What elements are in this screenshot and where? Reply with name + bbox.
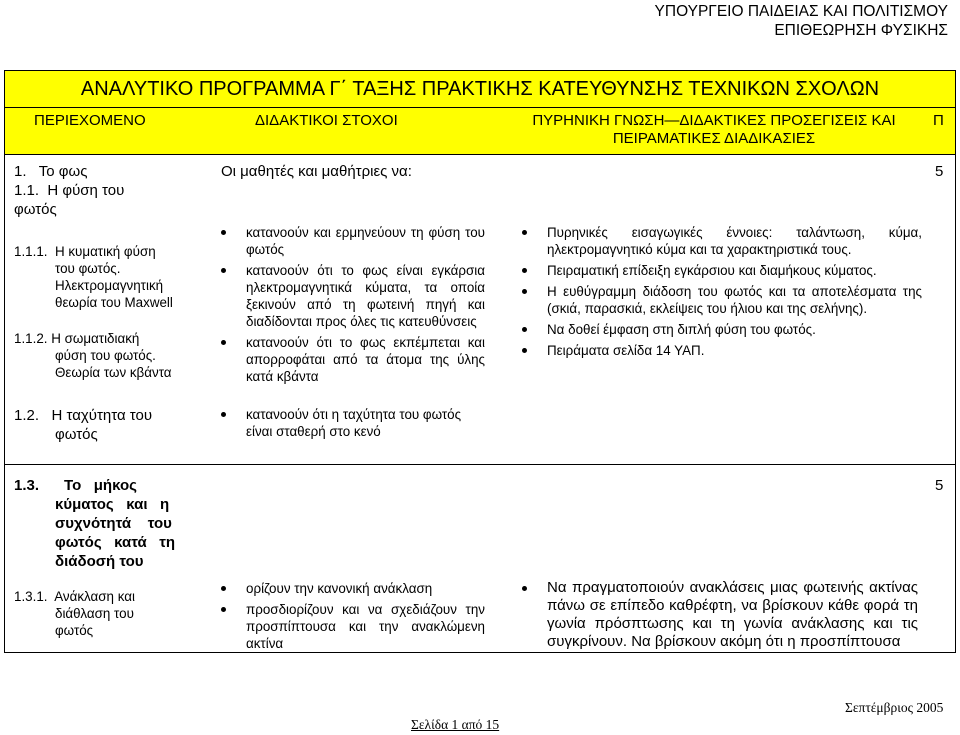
content-item-1-3-1-l2: διάθλαση του xyxy=(55,606,134,621)
content-item-1-3-1-l3: φωτός xyxy=(55,623,94,638)
section1-objectives xyxy=(221,224,485,389)
core-item: Να πραγματοποιούν ανακλάσεις μιας φωτεινής ακτίνας πάνω σε επίπεδο καθρέφτη, να βρίσκουν κάθε φορά τη γωνία πρόσπτωσης και τη γωνία ανάκλασης και τις συγκρίνουν. Να βρίσκουν ακόμη ότι η προσπίπτουσα xyxy=(522,579,918,651)
content-heading-1-2: 1.2. Η ταχύτητα του xyxy=(14,407,153,424)
section1-core xyxy=(522,224,922,363)
bullet-icon xyxy=(221,607,226,612)
content-item-1-1-1-l4: θεωρία του Maxwell xyxy=(55,295,173,310)
column-header-content: ΠΕΡΙΕΧΟΜΕΝΟ xyxy=(34,112,146,129)
footer-date: Σεπτέμβριος 2005 xyxy=(845,700,944,715)
content-item-1-3-1: 1.3.1. Ανάκλαση και xyxy=(14,589,135,604)
content-item-1-1-1: 1.1.1. Η κυματική φύση xyxy=(14,244,156,259)
table-title: ΑΝΑΛΥΤΙΚΟ ΠΡΟΓΡΑΜΜΑ Γ΄ ΤΑΞΗΣ ΠΡΑΚΤΙΚΗΣ ΚΑΤΕΥΘΥΝΣΗΣ ΤΕΧΝΙΚΩΝ ΣΧΟΛΩΝ xyxy=(80,78,880,100)
objectives-intro: Οι μαθητές και μαθήτριες να: xyxy=(221,163,412,180)
section1-periods: 5 xyxy=(935,163,944,180)
title-divider xyxy=(4,107,956,108)
content-heading-1-3-l2: κύματος και η xyxy=(55,496,170,513)
content-item-1-1-2-l3: Θεωρία των κβάντα xyxy=(55,365,172,380)
content-heading-1-3-l4: φωτός κατά τη xyxy=(55,534,176,551)
department-name: ΕΠΙΘΕΩΡΗΣΗ ΦΥΣΙΚΗΣ xyxy=(774,22,948,39)
column-header-periods: Π xyxy=(933,112,944,129)
objective-item: κατανοούν ότι το φως είναι εγκάρσια ηλεκτρομαγνητικά κύματα, τα οποία ξεκινούν από τη φωτεινή πηγή και διαδίδονται προς όλες τις κατευθύνσεις xyxy=(221,262,485,330)
bullet-icon xyxy=(221,412,226,417)
column-header-core-line1: ΠΥΡΗΝΙΚΗ ΓΝΩΣΗ—ΔΙΔΑΚΤΙΚΕΣ ΠΡΟΣΕΓΙΣΕΙΣ ΚΑΙ xyxy=(532,112,896,129)
core-item: Πειράματα σελίδα 14 ΥΑΠ. xyxy=(522,342,922,359)
content-heading-1-1: 1.1. Η φύση του xyxy=(14,182,125,199)
bullet-icon xyxy=(221,268,226,273)
column-header-objectives: ΔΙΔΑΚΤΙΚΟΙ ΣΤΟΧΟΙ xyxy=(255,112,398,129)
bullet-icon xyxy=(522,289,527,294)
bullet-icon xyxy=(221,340,226,345)
objective-item: κατανοούν και ερμηνεύουν τη φύση του φωτός xyxy=(221,224,485,258)
column-header-core-line2: ΠΕΙΡΑΜΑΤΙΚΕΣ ΔΙΑΔΙΚΑΣΙΕΣ xyxy=(612,130,816,147)
core-item: Πυρηνικές εισαγωγικές έννοιες: ταλάντωση, κύμα, ηλεκτρομαγνητικό κύμα και τα χαρακτηριστικά τους. xyxy=(522,224,922,258)
core-item: Πειραματική επίδειξη εγκάρσιου και διαμήκους κύματος. xyxy=(522,262,922,279)
section1-content-sub xyxy=(14,243,194,311)
section1-content-sub2 xyxy=(14,330,194,381)
objective-item: προσδιορίζουν και να σχεδιάζουν την προσπίπτουσα και την ανακλώμενη ακτίνα xyxy=(221,601,485,652)
row-divider xyxy=(4,464,956,465)
content-heading-1-1-cont: φωτός xyxy=(14,201,57,218)
ministry-header xyxy=(655,2,948,40)
core-item: Να δοθεί έμφαση στη διπλή φύση του φωτός. xyxy=(522,321,922,338)
content-heading-1: 1. Το φως xyxy=(14,163,88,180)
objective-item: κατανοούν ότι το φως εκπέμπεται και απορροφάται από τα άτομα της ύλης κατά κβάντα xyxy=(221,334,485,385)
section2-core xyxy=(522,579,918,655)
header-divider xyxy=(4,154,956,155)
ministry-name: ΥΠΟΥΡΓΕΙΟ ΠΑΙΔΕΙΑΣ ΚΑΙ ΠΟΛΙΤΙΣΜΟΥ xyxy=(654,3,948,20)
section2-content-heading xyxy=(14,476,180,571)
bullet-icon xyxy=(522,327,527,332)
objective-speed xyxy=(221,406,485,444)
content-heading-1-3-l5: διάδοσή του xyxy=(55,553,144,570)
content-heading-1-3: 1.3. Το μήκος xyxy=(14,477,137,494)
content-item-1-1-2: 1.1.2. Η σωματιδιακή xyxy=(14,331,140,346)
bullet-icon xyxy=(221,230,226,235)
core-item: Η ευθύγραμμη διάδοση του φωτός και τα αποτελέσματα της (σκιά, παρασκιά, εκλείψεις του ήλιου και της σελήνης). xyxy=(522,283,922,317)
bullet-icon xyxy=(522,230,527,235)
section2-content-sub xyxy=(14,588,194,639)
bullet-icon xyxy=(221,586,226,591)
section1-content-speed xyxy=(14,406,194,444)
objective-item: ορίζουν την κανονική ανάκλαση xyxy=(221,580,485,597)
content-heading-1-2-cont: φωτός xyxy=(55,426,98,443)
section2-periods: 5 xyxy=(935,477,944,494)
page-number: Σελίδα 1 από 15 xyxy=(411,717,500,732)
section2-objectives xyxy=(221,580,485,656)
objective-item: κατανοούν ότι η ταχύτητα του φωτός είναι σταθερή στο κενό xyxy=(221,406,485,440)
content-heading-1-3-l3: συχνότητά του xyxy=(55,515,172,532)
content-item-1-1-1-l2: του φωτός. xyxy=(55,261,121,276)
bullet-icon xyxy=(522,268,527,273)
column-header-core xyxy=(500,112,928,148)
content-item-1-1-2-l2: φύση του φωτός. xyxy=(55,348,156,363)
bullet-icon xyxy=(522,348,527,353)
bullet-icon xyxy=(522,586,527,591)
section1-content xyxy=(14,162,194,219)
content-item-1-1-1-l3: Ηλεκτρομαγνητική xyxy=(55,278,164,293)
